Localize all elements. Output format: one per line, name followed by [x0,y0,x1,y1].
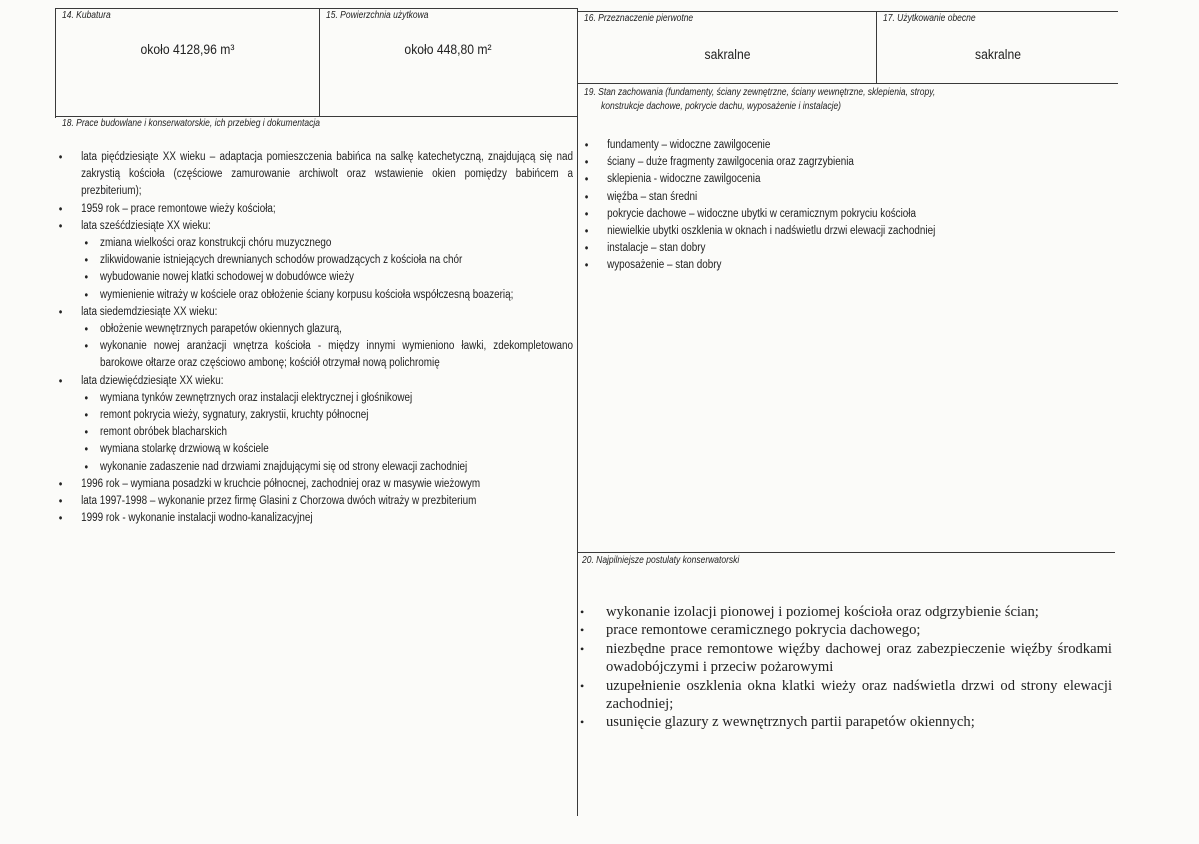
rule-row-16-19 [577,83,1118,84]
list-item-text: zmiana wielkości oraz konstrukcji chóru muzycznego [100,237,332,250]
list-item [57,201,573,218]
list-item [57,373,573,390]
list-item [57,269,573,286]
list-item-text: remont pokrycia wieży, sygnatury, zakrystii, kruchty północnej [100,409,369,422]
list-item-text: remont obróbek blacharskich [100,426,227,439]
list-item [583,171,1090,188]
list-item [57,459,573,476]
list-item-text: lata sześćdziesiąte XX wieku: [81,219,211,232]
rule-col-14-15 [319,8,320,116]
list-item [57,424,573,441]
list-item-text: wykonanie zadaszenie nad drzwiami znajdującymi się od strony elewacji zachodniej [100,460,468,473]
list-item [57,338,573,372]
list-item [583,206,1090,223]
list-item-text: zlikwidowanie istniejących drewnianych schodów prowadzących z kościoła na chór [100,254,463,267]
list-item-text: ściany – duże fragmenty zawilgocenia oraz zagrzybienia [607,156,854,169]
list-item-text: 1959 rok – prace remontowe wieży kościoła; [81,202,276,215]
list-item-text: wyposażenie – stan dobry [607,259,722,272]
list-item-text: fundamenty – widoczne zawilgocenie [607,139,771,151]
list-item [57,149,573,201]
rule-left [55,8,56,118]
list-item [583,240,1090,257]
list-item-text: lata 1997-1998 – wykonanie przez firmę Glasini z Chorzowa dwóch witraży w prezbiterium [81,495,477,508]
list-item [57,287,573,304]
cell-17-value: sakralne [975,47,1021,62]
condition-list [583,137,1090,275]
list-item-text: niewielkie ubytki oszklenia w oknach i nadświetlu drzwi elewacji zachodniej [607,225,936,238]
list-item-text: wykonanie izolacji pionowej i poziomej kościoła oraz odgrzybienie ścian; [606,604,1039,620]
cell-17-label: 17. Użytkowanie obecne [883,13,976,24]
cell-19-label-line2: konstrukcje dachowe, pokrycie dachu, wyposażenie i instalacje) [601,101,842,112]
list-item [578,640,1112,677]
list-item [57,407,573,424]
list-item-text: obłożenie wewnętrznych parapetów okiennych glazurą, [100,323,342,336]
cell-16-label: 16. Przeznaczenie pierwotne [584,13,694,24]
cell-18-label: 18. Prace budowlane i konserwatorskie, ich przebieg i dokumentacja [62,118,320,129]
list-item-text: 1999 rok - wykonanie instalacji wodno-kanalizacyjnej [81,512,313,525]
cell-20-label: 20. Najpilniejsze postulaty konserwatorski [582,555,740,566]
cell-14-label: 14. Kubatura [62,10,111,21]
list-item [583,257,1090,274]
list-item [57,218,573,235]
cell-14-value: około 4128,96 m³ [140,42,235,57]
list-item-text: uzupełnienie oszklenia okna klatki wieży oraz nadświetla drzwi od strony elewacji zachodniej; [606,677,1112,713]
cell-15-value: około 448,80 m² [404,42,492,57]
list-item [57,510,573,527]
cell-19-label-line1: 19. Stan zachowania (fundamenty, ściany zewnętrzne, ściany wewnętrzne, sklepienia, stropy, [584,87,936,98]
list-item [57,493,573,510]
list-item [57,235,573,252]
list-item [578,603,1112,621]
list-item [57,390,573,407]
list-item-text: więźba – stan średni [607,190,698,203]
cell-15-label: 15. Powierzchnia użytkowa [326,10,429,21]
works-list [57,149,573,527]
list-item-text: lata siedemdziesiąte XX wieku: [81,305,218,318]
list-item [57,476,573,493]
list-item-text: wymiana tynków zewnętrznych oraz instalacji elektrycznej i głośnikowej [100,391,413,404]
list-item [578,677,1112,714]
list-item-text: wymiana stolarkę drzwiową w kościele [100,443,269,456]
list-item [57,252,573,269]
list-item-text: instalacje – stan dobry [607,242,706,255]
list-item-text: sklepienia - widoczne zawilgocenia [607,173,761,186]
list-item [57,441,573,458]
list-item-text: prace remontowe ceramicznego pokrycia dachowego; [606,622,921,639]
list-item [57,321,573,338]
rule-top-right [577,11,1118,12]
list-item-text: wymienienie witraży w kościele oraz obłożenie ściany korpusu kościoła współczesną boazerią; [100,288,514,301]
postulates-list [578,603,1112,732]
list-item [583,189,1090,206]
list-item [583,137,1090,154]
list-item [578,713,1112,731]
cell-16-value: sakralne [704,47,751,62]
list-item-text: niezbędne prace remontowe więźby dachowej oraz zabezpieczenie więźby środkami owadobójczymi i przeciw pożarowymi [606,640,1112,676]
list-item-text: lata dziewięćdziesiąte XX wieku: [81,374,224,387]
list-item-text: wybudowanie nowej klatki schodowej w dobudówce wieży [100,271,354,284]
list-item [57,304,573,321]
list-item [583,154,1090,171]
rule-row-15-18 [55,116,577,117]
list-item [578,621,1112,639]
rule-top-left [55,8,577,9]
list-item-text: wykonanie nowej aranżacji wnętrza kościoła - między innymi wymieniono ławki, zdekompletowano barokowe ołtarze oraz częściowo ambonę; kościół otrzymał nową polichromię [100,340,573,370]
list-item [583,223,1090,240]
rule-col-16-17 [876,11,877,83]
list-item-text: lata pięćdziesiąte XX wieku – adaptacja pomieszczenia babińca na salkę katechetyczną, znajdującą się nad zakrystią kościoła (częściowe zamurowanie archiwolt oraz wstawienie okien pomiędzy babińcem a prezbiterium); [81,151,573,198]
list-item-text: 1996 rok – wymiana posadzki w kruchcie północnej, zachodniej oraz w masywie wieżowym [81,477,481,490]
list-item-text: pokrycie dachowe – widoczne ubytki w ceramicznym pokryciu kościoła [607,207,916,220]
list-item-text: usunięcie glazury z wewnętrznych partii parapetów okiennych; [606,714,975,731]
rule-row-19-20 [577,552,1115,553]
